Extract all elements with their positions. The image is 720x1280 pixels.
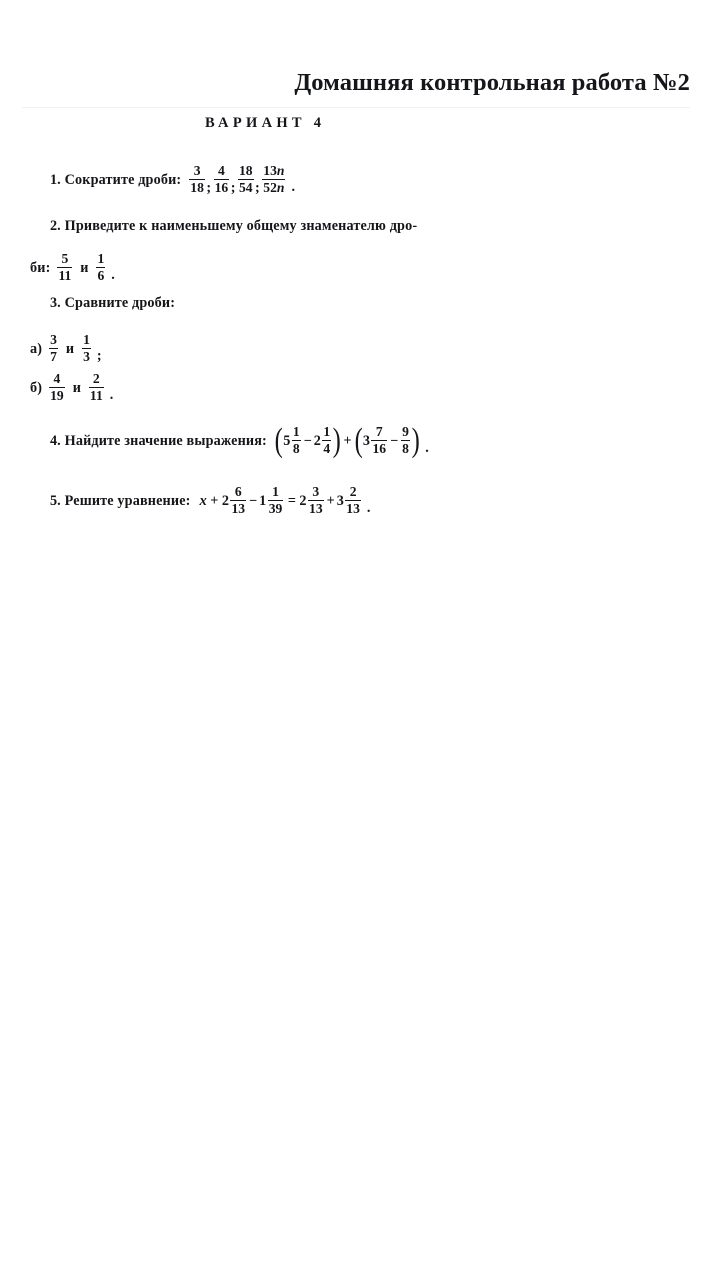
fraction-numerator: 3 bbox=[193, 162, 201, 178]
mixed-whole: 5 bbox=[283, 432, 291, 449]
fraction-9-over-8 bbox=[401, 425, 410, 457]
fraction-denominator: 3 bbox=[83, 348, 90, 364]
fraction-numerator: 4 bbox=[53, 370, 61, 386]
fraction-numerator: 5 bbox=[61, 250, 69, 266]
fraction-numerator: 1 bbox=[272, 483, 279, 499]
task-4 bbox=[50, 421, 429, 459]
task-3-subitem-a bbox=[30, 333, 102, 365]
conjunction-and: и bbox=[80, 259, 89, 276]
fraction-denominator: 8 bbox=[292, 440, 300, 456]
operator-plus: + bbox=[326, 492, 335, 509]
task-2-line-2 bbox=[30, 252, 115, 284]
fraction-2-over-11 bbox=[89, 372, 104, 404]
task-3-prompt: Сравните дроби: bbox=[64, 295, 176, 311]
fraction-denominator: 39 bbox=[268, 500, 283, 516]
operator-minus: − bbox=[249, 492, 258, 509]
task-5-terminator: . bbox=[366, 499, 371, 516]
fraction-numerator: 1 bbox=[292, 423, 300, 439]
variant-label bbox=[205, 115, 325, 132]
mixed-whole: 2 bbox=[221, 492, 229, 509]
task-1-fraction-list bbox=[188, 164, 295, 196]
subitem-b-terminator: . bbox=[109, 386, 114, 403]
fraction-6-over-13 bbox=[230, 485, 246, 517]
fraction-numerator: 6 bbox=[234, 483, 242, 499]
page-title: Домашняя контрольная работа №2 bbox=[294, 69, 690, 96]
task-2-terminator: . bbox=[111, 266, 115, 283]
task-5 bbox=[50, 485, 370, 517]
subitem-label-b: б) bbox=[30, 379, 43, 396]
header-divider-rule bbox=[22, 107, 690, 108]
fraction-denominator: 52n bbox=[263, 179, 285, 195]
fraction-3-over-13 bbox=[308, 485, 324, 517]
task-4-prompt: Найдите значение выражения: bbox=[64, 432, 267, 449]
operator-equals: = bbox=[287, 492, 296, 509]
task-3-number: 3. bbox=[50, 295, 61, 311]
subitem-a-terminator: ; bbox=[96, 347, 102, 364]
conjunction-and: и bbox=[72, 379, 81, 396]
fraction-4-over-19 bbox=[49, 372, 65, 404]
subitem-a-fractions bbox=[48, 333, 102, 365]
fraction-denominator: 19 bbox=[50, 387, 64, 403]
fraction-3-over-7 bbox=[49, 333, 58, 365]
fraction-7-over-16 bbox=[371, 425, 387, 457]
fraction-denominator: 16 bbox=[372, 440, 387, 456]
mixed-whole: 2 bbox=[299, 492, 307, 509]
task-4-expression: ( 5 $\frac{1}{8}$ − 2 $\frac{1}{4}$ ) + ( 3 $\frac{7}{16}$ − $\frac{9}{8}$ ) . bbox=[274, 421, 429, 459]
fraction-denominator: 13 bbox=[309, 500, 323, 516]
subitem-b-fractions bbox=[48, 372, 113, 404]
mixed-whole: 3 bbox=[336, 492, 344, 509]
task-4-number: 4. bbox=[50, 432, 61, 449]
fraction-denominator: 11 bbox=[58, 267, 72, 283]
operator-plus: + bbox=[343, 432, 352, 449]
task-5-equation bbox=[200, 485, 371, 517]
fraction-1-over-4 bbox=[322, 425, 331, 457]
fraction-4-over-16 bbox=[214, 164, 230, 196]
fraction-1-over-3 bbox=[82, 333, 91, 365]
fraction-denominator: 13 bbox=[231, 500, 246, 516]
operator-minus: − bbox=[303, 432, 312, 449]
fraction-numerator: 9 bbox=[402, 423, 409, 439]
task-2-prompt-line-1: Приведите к наименьшему общему знаменателю дро- bbox=[64, 218, 418, 234]
operator-plus: + bbox=[210, 492, 219, 509]
operator-minus: − bbox=[390, 432, 399, 449]
fraction-5-over-11 bbox=[57, 252, 72, 284]
task-5-number: 5. bbox=[50, 492, 61, 509]
fraction-18-over-54 bbox=[238, 164, 254, 196]
mixed-whole: 3 bbox=[362, 432, 370, 449]
fraction-numerator: 2 bbox=[349, 483, 357, 499]
equation-variable: x bbox=[199, 492, 207, 509]
fraction-numerator: 3 bbox=[312, 483, 320, 499]
fraction-13n-over-52n bbox=[262, 164, 285, 196]
fraction-denominator: 13 bbox=[346, 500, 360, 516]
task-5-prompt: Решите уравнение: bbox=[64, 492, 191, 509]
fraction-denominator: 4 bbox=[323, 440, 331, 456]
fraction-denominator: 7 bbox=[50, 348, 57, 364]
task-1-terminator: . bbox=[291, 178, 295, 195]
fraction-numerator: 1 bbox=[83, 331, 90, 347]
fraction-separator: ; bbox=[206, 179, 212, 196]
fraction-separator: ; bbox=[230, 179, 236, 196]
fraction-1-over-8 bbox=[292, 425, 301, 457]
variant-text: ВАРИАНТ 4 bbox=[205, 115, 326, 131]
fraction-separator: ; bbox=[255, 179, 260, 196]
conjunction-and: и bbox=[65, 340, 75, 357]
task-3-subitem-b bbox=[30, 372, 113, 404]
fraction-numerator: 13n bbox=[263, 162, 285, 178]
fraction-numerator: 4 bbox=[218, 162, 225, 178]
task-2-fraction-pair bbox=[56, 252, 114, 284]
fraction-numerator: 2 bbox=[92, 370, 100, 386]
fraction-denominator: 8 bbox=[402, 440, 409, 456]
mixed-whole: 1 bbox=[259, 492, 267, 509]
fraction-1-over-39 bbox=[268, 485, 284, 517]
task-1-number: 1. bbox=[50, 171, 61, 188]
fraction-denominator: 18 bbox=[190, 179, 204, 195]
task-2-number: 2. bbox=[50, 218, 61, 234]
fraction-numerator: 18 bbox=[238, 162, 253, 178]
task-1 bbox=[50, 164, 295, 196]
task-4-terminator: . bbox=[425, 439, 429, 456]
mixed-whole: 2 bbox=[313, 432, 321, 449]
fraction-denominator: 54 bbox=[238, 179, 253, 195]
fraction-denominator: 11 bbox=[89, 387, 103, 403]
task-1-prompt: Сократите дроби: bbox=[64, 171, 182, 188]
task-3 bbox=[50, 296, 175, 310]
fraction-denominator: 6 bbox=[97, 267, 105, 283]
fraction-denominator: 16 bbox=[214, 179, 229, 195]
fraction-numerator: 1 bbox=[97, 250, 105, 266]
subitem-label-a: а) bbox=[30, 340, 43, 357]
task-2-line-1 bbox=[50, 219, 417, 233]
fraction-3-over-18 bbox=[189, 164, 205, 196]
task-2-prompt-line-2: би: bbox=[30, 259, 51, 276]
fraction-numerator: 1 bbox=[323, 423, 331, 439]
fraction-2-over-13 bbox=[345, 485, 361, 517]
fraction-1-over-6 bbox=[96, 252, 105, 284]
fraction-numerator: 7 bbox=[375, 423, 383, 439]
fraction-numerator: 3 bbox=[50, 331, 57, 347]
